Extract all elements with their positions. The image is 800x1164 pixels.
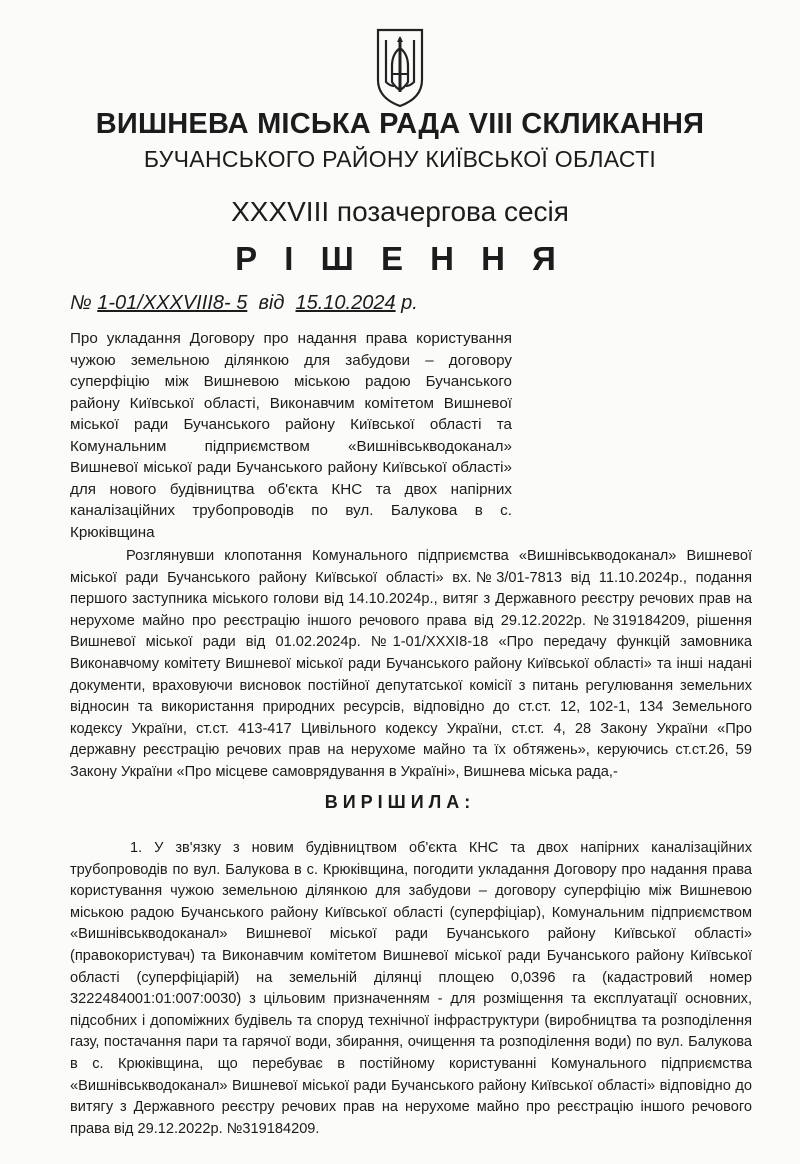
decision-number-line	[70, 292, 730, 315]
decision-date: 15.10.2024	[295, 292, 396, 314]
resolution-item-1: 1. У зв'язку з новим будівництвом об'єкта КНС та двох напірних каналізаційних трубопроводів по вул. Балукова в с. Крюківщина, погодити укладання Договору про надання права користування чужою земельною ділянкою для забудови – договору суперфіцію між Вишневою міською радою Бучанського району Київської області (суперфіціар), Комунальним підприємством «Вишнівськводоканал» Вишневої міської ради Бучанського району Київської області» (правокористувач) та Виконавчим комітетом Вишневої міської ради Бучанського району Київської області (суперфіціарій) на земельній ділянці площею 0,0396 га (кадастровий номер 3222484001:01:007:0030) з цільовим призначенням - для розміщення та експлуатації основних, підсобних і допоміжних будівель та споруд технічної інфраструктури (виробництва та розподілення газу, постачання пари та гарячої води, збирання, очищення та розподілення води) по вул. Балукова в с. Крюківщина, що перебуває в постійному користуванні Комунального підприємства «Вишнівськводоканал» Вишневої міської ради Бучанського району Київської області» відповідно до витягу з Державного реєстру речових прав на нерухоме майно про реєстрацію іншого речового права від 29.12.2022р. №319184209.	[70, 840, 752, 1137]
number-prefix: №	[70, 292, 92, 314]
district-name: БУЧАНСЬКОГО РАЙОНУ КИЇВСЬКОЇ ОБЛАСТІ	[143, 146, 657, 172]
decision-title: Р І Ш Е Н Н Я	[235, 240, 565, 277]
resolved-heading: ВИРІШИЛА:	[324, 792, 476, 812]
council-name: ВИШНЕВА МІСЬКА РАДА VIII СКЛИКАННЯ	[95, 108, 705, 140]
trident-icon	[372, 24, 428, 110]
preamble-paragraph: Розглянувши клопотання Комунального підприємства «Вишнівськводоканал» Вишневої міської ради Бучанського району Київської області» вх.№3/01-7813 від 11.10.2024р., подання першого заступника міського голови від 14.10.2024р., витяг з Державного реєстру речових прав на нерухоме майно про реєстрацію іншого речового права від 29.12.2022р. №319184209, рішення Вишневої міської ради від 01.02.2024р. №1-01/XXXI8-18 «Про передачу функцій замовника Виконавчому комітету Вишневої міської ради Бучанського району Київської області» та інші надані документи, враховуючи висновок постійної депутатської комісії з питань регулювання земельних відносин та використання природних ресурсів, відповідно до ст.ст. 12, 102-1, 134 Земельного кодексу України, ст.ст. 413-417 Цивільного кодексу України, ст.ст. 4, 28 Закону України «Про державну реєстрацію речових прав на нерухоме майно та їх обтяжень», керуючись ст.ст.26, 59 Закону України «Про місцеве самоврядування в Україні», Вишнева міська рада,-	[70, 548, 752, 780]
from-word: від	[258, 292, 285, 314]
decision-subject: Про укладання Договору про надання права користування чужою земельною ділянкою для забудови – договору суперфіцію між Вишневою міською радою Бучанського району Київської області, Виконавчим комітетом Вишневої міської ради Бучанського району Київської області та Комунальним підприємством «Вишнівськводоканал» Вишневої міської ради Бучанського району Київської області» для нового будівництва об'єкта КНС та двох напірних каналізаційних трубопроводів по вул. Балукова в с. Крюківщина	[70, 330, 512, 541]
session-title: XXXVIII позачергова сесія	[231, 196, 569, 227]
decision-number: 1-01/XXXVIII8- 5	[97, 292, 248, 314]
year-suffix: р.	[401, 292, 418, 314]
